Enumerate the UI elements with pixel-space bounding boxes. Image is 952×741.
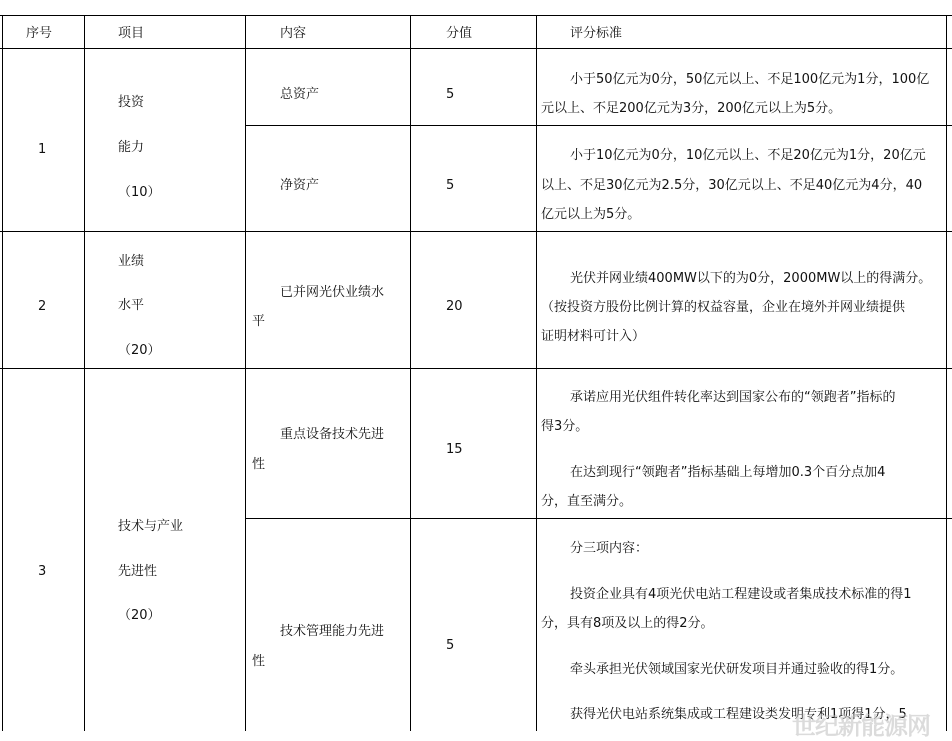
row3-sub2-criteria-line2: 投资企业具有4项光伏电站工程建设或者集成技术标准的得1 — [570, 587, 912, 602]
row1-sub-divider — [245, 125, 952, 126]
row3-sub1-score: 15 — [446, 442, 463, 457]
row3-item-line3: （20） — [118, 608, 161, 623]
header-bottom-border — [0, 48, 952, 49]
header-criteria: 评分标准 — [570, 26, 623, 41]
row2-content-line2: 平 — [252, 314, 266, 329]
row1-sub2-content: 净资产 — [280, 178, 320, 193]
row1-item-line1: 投资 — [118, 95, 145, 110]
row3-sub2-criteria-line5: 获得光伏电站系统集成或工程建设类发明专利1项得1分，5 — [570, 707, 907, 722]
row3-sub1-criteria-line3: 在达到现行“领跑者”指标基础上每增加0.3个百分点加4 — [570, 465, 886, 480]
row2-index: 2 — [38, 299, 47, 314]
col-border-index-item — [84, 15, 85, 731]
row3-sub2-criteria-line4: 牵头承担光伏领域国家光伏研发项目并通过验收的得1分。 — [570, 662, 904, 677]
row3-sub1-criteria-line1: 承诺应用光伏组件转化率达到国家公布的“领跑者”指标的 — [570, 390, 896, 405]
row1-sub2-criteria-line2: 以上、不足30亿元为2.5分，30亿元以上、不足40亿元为4分，40 — [541, 178, 923, 193]
row3-sub2-criteria-line1: 分三项内容： — [570, 541, 649, 556]
row1-bottom-border — [0, 231, 952, 232]
header-content: 内容 — [280, 26, 307, 41]
row3-sub2-content-line1: 技术管理能力先进 — [280, 624, 385, 639]
row1-sub1-score: 5 — [446, 87, 455, 102]
row3-item-line2: 先进性 — [118, 564, 158, 579]
col-border-left — [2, 15, 3, 731]
row3-sub2-criteria-line3: 分，具有8项及以上的得2分。 — [541, 616, 714, 631]
row3-sub1-criteria-line4: 分，直至满分。 — [541, 494, 633, 509]
row3-sub1-content-line1: 重点设备技术先进 — [280, 427, 385, 442]
row1-sub1-content: 总资产 — [280, 87, 320, 102]
row1-index: 1 — [38, 142, 47, 157]
col-border-right — [946, 15, 947, 731]
row1-sub1-criteria-line2: 元以上、不足200亿元为3分，200亿元以上为5分。 — [541, 101, 842, 116]
row2-criteria-line1: 光伏并网业绩400MW以下的为0分，2000MW以上的得满分。 — [570, 271, 932, 286]
header-score: 分值 — [446, 26, 473, 41]
row3-sub1-content-line2: 性 — [252, 457, 266, 472]
row1-item-line3: （10） — [118, 185, 161, 200]
row3-sub1-criteria-line2: 得3分。 — [541, 419, 589, 434]
row1-sub2-criteria-line1: 小于10亿元为0分，10亿元以上、不足20亿元为1分，20亿元 — [570, 148, 926, 163]
row3-sub2-content-line2: 性 — [252, 654, 266, 669]
watermark-logo: 世纪新能源网 — [792, 712, 930, 740]
row2-score: 20 — [446, 299, 463, 314]
row3-sub-divider — [245, 518, 952, 519]
row1-sub2-criteria-line3: 亿元以上为5分。 — [541, 207, 641, 222]
header-index: 序号 — [26, 26, 53, 41]
row2-bottom-border — [0, 368, 952, 369]
row2-item-line2: 水平 — [118, 298, 145, 313]
row3-item-line1: 技术与产业 — [118, 519, 184, 534]
row1-sub2-score: 5 — [446, 178, 455, 193]
col-border-item-content — [245, 15, 246, 731]
row2-item-line1: 业绩 — [118, 254, 145, 269]
row1-sub1-criteria-line1: 小于50亿元为0分，50亿元以上、不足100亿元为1分，100亿 — [570, 72, 930, 87]
row2-criteria-line3: 证明材料可计入） — [541, 329, 646, 344]
table-top-border — [0, 15, 952, 16]
col-border-score-criteria — [536, 15, 537, 731]
row2-content-line1: 已并网光伏业绩水 — [280, 285, 385, 300]
col-border-content-score — [410, 15, 411, 731]
row3-sub2-score: 5 — [446, 638, 455, 653]
row2-item-line3: （20） — [118, 343, 161, 358]
row2-criteria-line2: （按投资方股份比例计算的权益容量，企业在境外并网业绩提供 — [541, 300, 906, 315]
header-item: 项目 — [118, 26, 145, 41]
row1-item-line2: 能力 — [118, 140, 145, 155]
row3-index: 3 — [38, 564, 47, 579]
